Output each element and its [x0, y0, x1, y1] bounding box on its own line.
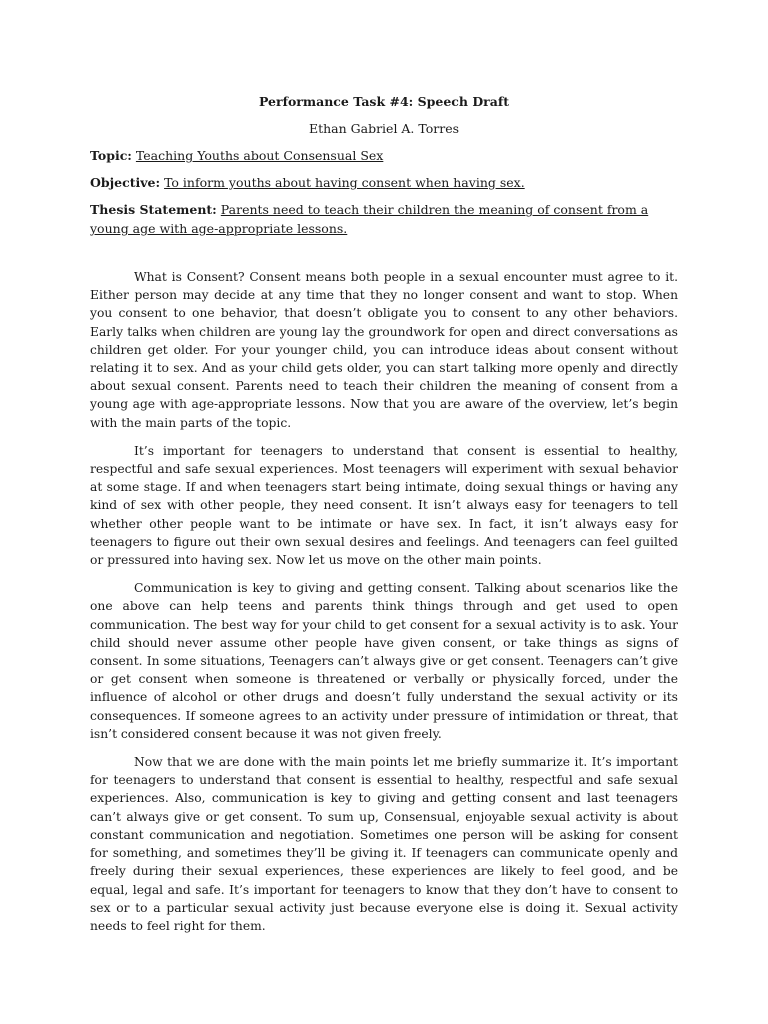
- paragraph-introduction: What is Consent? Consent means both people in a sexual encounter must agree to it. Either person may decide at any time that they no longer consent and want to stop. When you consent to one behavior, that doesn’t obligate you to consent to any other behaviors. Early talks when children are young lay the groundwork for open and direct conversations as children get older. For your younger child, you can introduce ideas about consent without relating it to sex. And as your child gets older, you can start talking more openly and directly about sexual consent. Parents need to teach their children the meaning of consent from a young age with age-appropriate lessons. Now that you are aware of the overview, let’s begin with the main parts of the topic.: [90, 270, 678, 430]
- document-title: Performance Task #4: Speech Draft: [258, 94, 510, 109]
- document-page: [90, 92, 678, 945]
- objective-line: [90, 173, 678, 192]
- thesis-value: Parents need to teach their children the meaning of consent from a young age with age-appropriate lessons.: [90, 202, 649, 236]
- topic-line: [90, 146, 678, 165]
- objective-value: To inform youths about having consent when having sex.: [164, 175, 525, 190]
- paragraph-conclusion: Now that we are done with the main points let me briefly summarize it. It’s important for teenagers to understand that consent is essential to healthy, respectful and safe sexual experiences. Also, communication is key to giving and getting consent and last teenagers can’t always give or get consent. To sum up, Consensual, enjoyable sexual activity is about constant communication and negotiation. Sometimes one person will be asking for consent for something, and sometimes they’ll be giving it. If teenagers can communicate openly and freely during their sexual experiences, these experiences are likely to feel good, and be equal, legal and safe. It’s important for teenagers to know that they don’t have to consent to sex or to a particular sexual activity just because everyone else is doing it. Sexual activity needs to feel right for them.: [90, 755, 678, 933]
- objective-label: Objective:: [90, 175, 161, 190]
- author-name: Ethan Gabriel A. Torres: [308, 121, 460, 136]
- speech-body: [90, 268, 678, 935]
- thesis-line: [90, 200, 678, 238]
- thesis-label: Thesis Statement:: [90, 202, 217, 217]
- paragraph-main-point-1: It’s important for teenagers to understand that consent is essential to healthy, respectful and safe sexual experiences. Most teenagers will experiment with sexual behavior at some stage. If and when teenagers start being intimate, doing sexual things or having any kind of sex with other people, they need consent. It isn’t always easy for teenagers to tell whether other people want to be intimate or have sex. In fact, it isn’t always easy for teenagers to figure out their own sexual desires and feelings. And teenagers can feel guilted or pressured into having sex. Now let us move on the other main points.: [90, 443, 678, 568]
- topic-label: Topic:: [90, 148, 132, 163]
- topic-value: Teaching Youths about Consensual Sex: [135, 148, 384, 163]
- paragraph-main-point-2: Communication is key to giving and getting consent. Talking about scenarios like the one above can help teens and parents think things through and get used to open communication. The best way for your child to get consent for a sexual activity is to ask. Your child should never assume other people have given consent, or take things as signs of consent. In some situations, Teenagers can’t always give or get consent. Teenagers can’t give or get consent when someone is threatened or verbally or physically forced, under the influence of alcohol or other drugs and doesn’t fully understand the sexual activity or its consequences. If someone agrees to an activity under pressure of intimidation or threat, that isn’t considered consent because it was not given freely.: [90, 581, 678, 741]
